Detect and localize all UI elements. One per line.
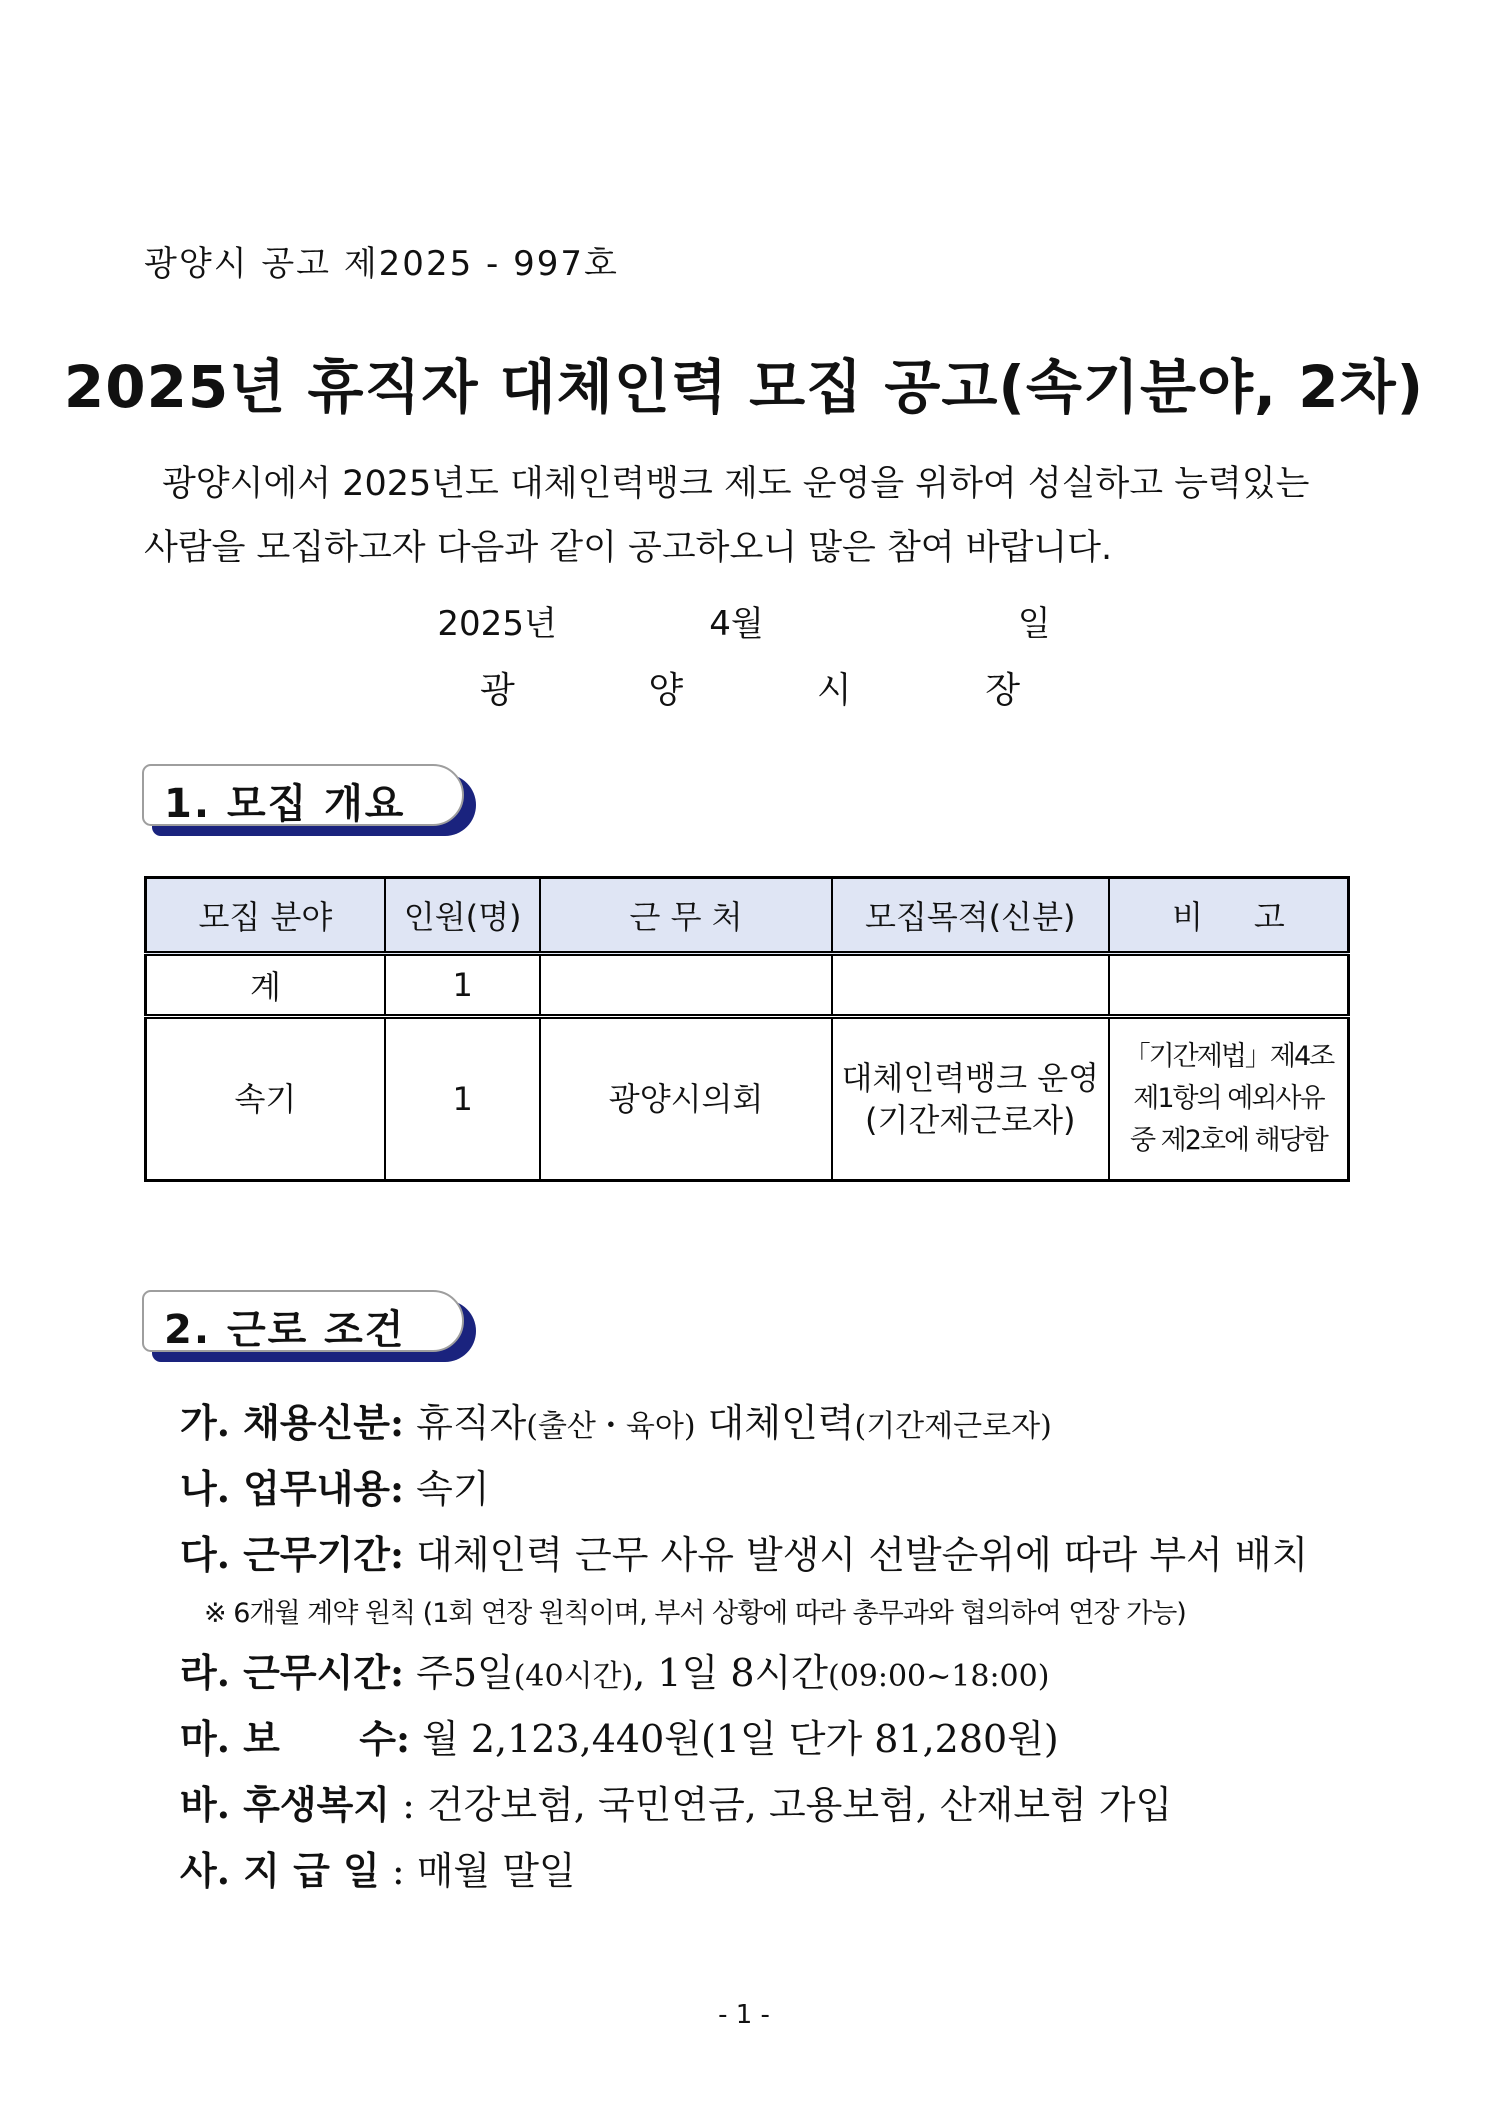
section-heading-1 <box>142 764 472 834</box>
recruit-table <box>144 876 1350 1182</box>
signer-char: 장 <box>985 670 1020 711</box>
signer-char: 양 <box>648 670 684 711</box>
condition-key: 사. 지 급 일 <box>180 1848 380 1893</box>
intro-paragraph <box>144 452 1356 580</box>
condition-footnote: ※ 6개월 계약 원칙 (1회 연장 원칙이며, 부서 상황에 따라 총무과와 협의하여 연장 가능) <box>204 1598 1186 1629</box>
condition-employment-status <box>180 1390 1308 1456</box>
table-row <box>146 1017 1349 1181</box>
condition-value: : 건강보험, 국민연금, 고용보험, 산재보험 가입 <box>390 1783 1173 1827</box>
condition-value-small: (출산・육아) <box>526 1409 696 1444</box>
condition-key: 나. 업무내용: <box>180 1466 405 1511</box>
condition-key: 라. 근무시간: <box>180 1650 405 1695</box>
intro-line-2: 사람을 모집하고자 다음과 같이 공고하오니 많은 참여 바랍니다. <box>144 528 1113 568</box>
header-field: 모집 분야 <box>146 878 385 954</box>
condition-key: 가. 채용신분: <box>180 1400 405 1445</box>
condition-value-small: (40시간) <box>513 1659 634 1694</box>
header-workplace: 근 무 처 <box>540 878 831 954</box>
condition-key: 바. 후생복지 <box>180 1782 390 1827</box>
signer <box>480 662 1020 713</box>
cell-total-purpose <box>832 954 1109 1017</box>
cell-field: 속기 <box>146 1017 385 1181</box>
condition-value: 대체인력 <box>695 1401 855 1445</box>
cell-total-workplace <box>540 954 831 1017</box>
cell-note <box>1109 1017 1349 1181</box>
cell-total-count: 1 <box>385 954 541 1017</box>
page-title: 2025년 휴직자 대체인력 모집 공고(속기분야, 2차) <box>63 353 1425 421</box>
note-line-1: 「기간제법」제4조 <box>1123 1041 1334 1072</box>
condition-payday <box>180 1838 1308 1904</box>
header-count: 인원(명) <box>385 878 541 954</box>
condition-value: : 매월 말일 <box>379 1849 576 1893</box>
condition-duties <box>180 1456 1308 1522</box>
note-line-2: 제1항의 예외사유 <box>1133 1083 1324 1114</box>
condition-period <box>180 1522 1308 1588</box>
purpose-line-2: (기간제근로자) <box>865 1101 1076 1139</box>
condition-value-small: (09:00~18:00) <box>827 1659 1050 1694</box>
condition-key: 마. 보 수: <box>180 1716 410 1761</box>
cell-workplace: 광양시의회 <box>540 1017 831 1181</box>
table-header-row <box>146 878 1349 954</box>
signer-char: 광 <box>480 670 515 711</box>
condition-value-small: (기간제근로자) <box>854 1409 1052 1444</box>
condition-value: , 1일 8시간 <box>633 1651 828 1695</box>
note-line-3: 중 제2호에 해당함 <box>1129 1125 1327 1156</box>
cell-purpose <box>832 1017 1109 1181</box>
intro-line-1: 광양시에서 2025년도 대체인력뱅크 제도 운영을 위하여 성실하고 능력있는 <box>162 464 1310 504</box>
condition-welfare <box>180 1772 1308 1838</box>
work-conditions <box>180 1390 1308 1904</box>
page-number: - 1 - <box>718 2000 770 2030</box>
section-heading-2 <box>142 1290 472 1360</box>
condition-value: 주5일 <box>404 1651 514 1695</box>
condition-hours <box>180 1640 1308 1706</box>
cell-count: 1 <box>385 1017 541 1181</box>
condition-salary <box>180 1706 1308 1772</box>
section-heading-label: 1. 모집 개요 <box>164 781 406 827</box>
cell-total-note <box>1109 954 1349 1017</box>
section-heading-label: 2. 근로 조건 <box>164 1307 406 1353</box>
condition-value: 월 2,123,440원(1일 단가 81,280원) <box>410 1717 1059 1761</box>
purpose-line-1: 대체인력뱅크 운영 <box>841 1059 1099 1097</box>
cell-total-label: 계 <box>146 954 385 1017</box>
signer-char: 시 <box>816 670 852 711</box>
condition-key: 다. 근무기간: <box>180 1532 405 1577</box>
condition-value: 속기 <box>404 1467 490 1511</box>
condition-value: 대체인력 근무 사유 발생시 선발순위에 따라 부서 배치 <box>404 1533 1309 1577</box>
table-row-total <box>146 954 1349 1017</box>
notice-number: 광양시 공고 제2025 - 997호 <box>144 244 619 284</box>
condition-value: 휴직자 <box>404 1401 527 1445</box>
notice-date: 2025년 4월 일 <box>437 604 1051 644</box>
header-note: 비 고 <box>1109 878 1349 954</box>
header-purpose: 모집목적(신분) <box>832 878 1109 954</box>
